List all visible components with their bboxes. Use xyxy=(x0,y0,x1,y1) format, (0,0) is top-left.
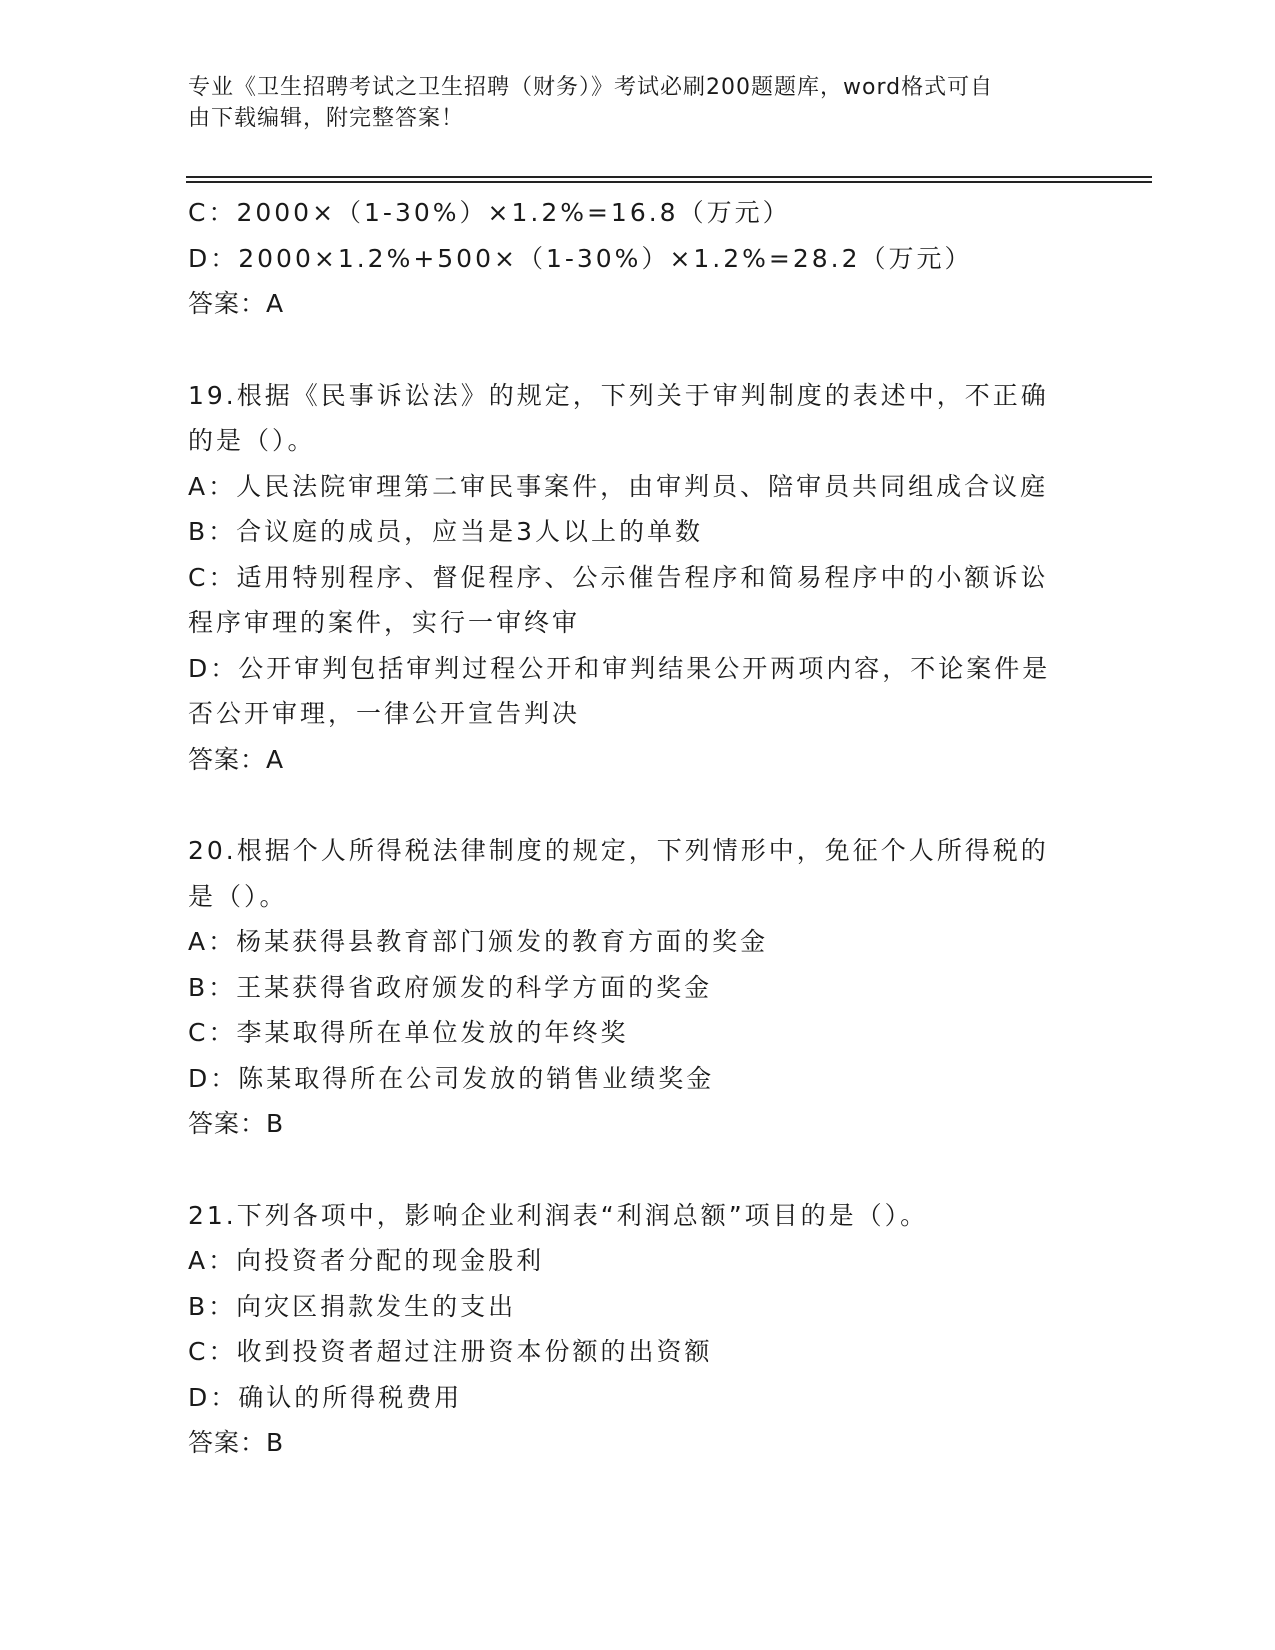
question-stem-line: 是（）。 xyxy=(188,881,288,911)
header-rule-bottom xyxy=(186,181,1152,183)
header-rule-top xyxy=(186,176,1152,178)
option-line: C：2000×（1-30%）×1.2%=16.8（万元） xyxy=(188,198,791,227)
option-line: C：李某取得所在单位发放的年终奖 xyxy=(188,1018,629,1047)
answer-line: 答案：A xyxy=(188,744,285,774)
question-19 xyxy=(188,373,1088,783)
question-list xyxy=(188,190,1088,1466)
question-20 xyxy=(188,828,1088,1147)
answer-line: 答案：B xyxy=(188,1109,285,1138)
option-line: B：合议庭的成员，应当是3人以上的单数 xyxy=(188,517,704,546)
option-line: 否公开审理，一律公开宣告判决 xyxy=(188,699,581,728)
option-line: D：确认的所得税费用 xyxy=(188,1382,463,1412)
option-line: B：向灾区捐款发生的支出 xyxy=(188,1291,517,1321)
question-stem-line: 19.根据《民事诉讼法》的规定，下列关于审判制度的表述中，不正确 xyxy=(188,380,1049,410)
option-line: D：公开审判包括审判过程公开和审判结果公开两项内容，不论案件是 xyxy=(188,653,1051,683)
document-header xyxy=(188,72,1088,134)
option-line: C：适用特别程序、督促程序、公示催告程序和简易程序中的小额诉讼 xyxy=(188,562,1049,592)
question-stem-line: 20.根据个人所得税法律制度的规定，下列情形中，免征个人所得税的 xyxy=(188,836,1049,865)
option-line: B：王某获得省政府颁发的科学方面的奖金 xyxy=(188,972,713,1002)
question-stem-line: 的是（）。 xyxy=(188,426,316,455)
option-line: A：杨某获得县教育部门颁发的教育方面的奖金 xyxy=(188,927,769,956)
option-line: D：2000×1.2%+500×（1-30%）×1.2%=28.2（万元） xyxy=(188,243,973,273)
spacer xyxy=(188,782,1088,828)
question-stem-line: 21.下列各项中，影响企业利润表“利润总额”项目的是（）。 xyxy=(188,1200,929,1230)
spacer xyxy=(188,1147,1088,1193)
answer-line: 答案：A xyxy=(188,289,285,318)
header-title-line-1: 专业《卫生招聘考试之卫生招聘（财务）》考试必刷200题题库，word格式可自 xyxy=(188,75,994,100)
option-line: A：人民法院审理第二审民事案件，由审判员、陪审员共同组成合议庭 xyxy=(188,471,1049,501)
header-title-line-2: 由下载编辑，附完整答案！ xyxy=(188,106,465,131)
answer-line: 答案：B xyxy=(188,1428,285,1457)
option-line: 程序审理的案件，实行一审终审 xyxy=(188,608,581,637)
option-line: A：向投资者分配的现金股利 xyxy=(188,1246,545,1275)
question-continued xyxy=(188,190,1088,327)
option-line: C：收到投资者超过注册资本份额的出资额 xyxy=(188,1337,713,1366)
spacer xyxy=(188,327,1088,373)
question-21 xyxy=(188,1193,1088,1466)
option-line: D：陈某取得所在公司发放的销售业绩奖金 xyxy=(188,1063,715,1093)
